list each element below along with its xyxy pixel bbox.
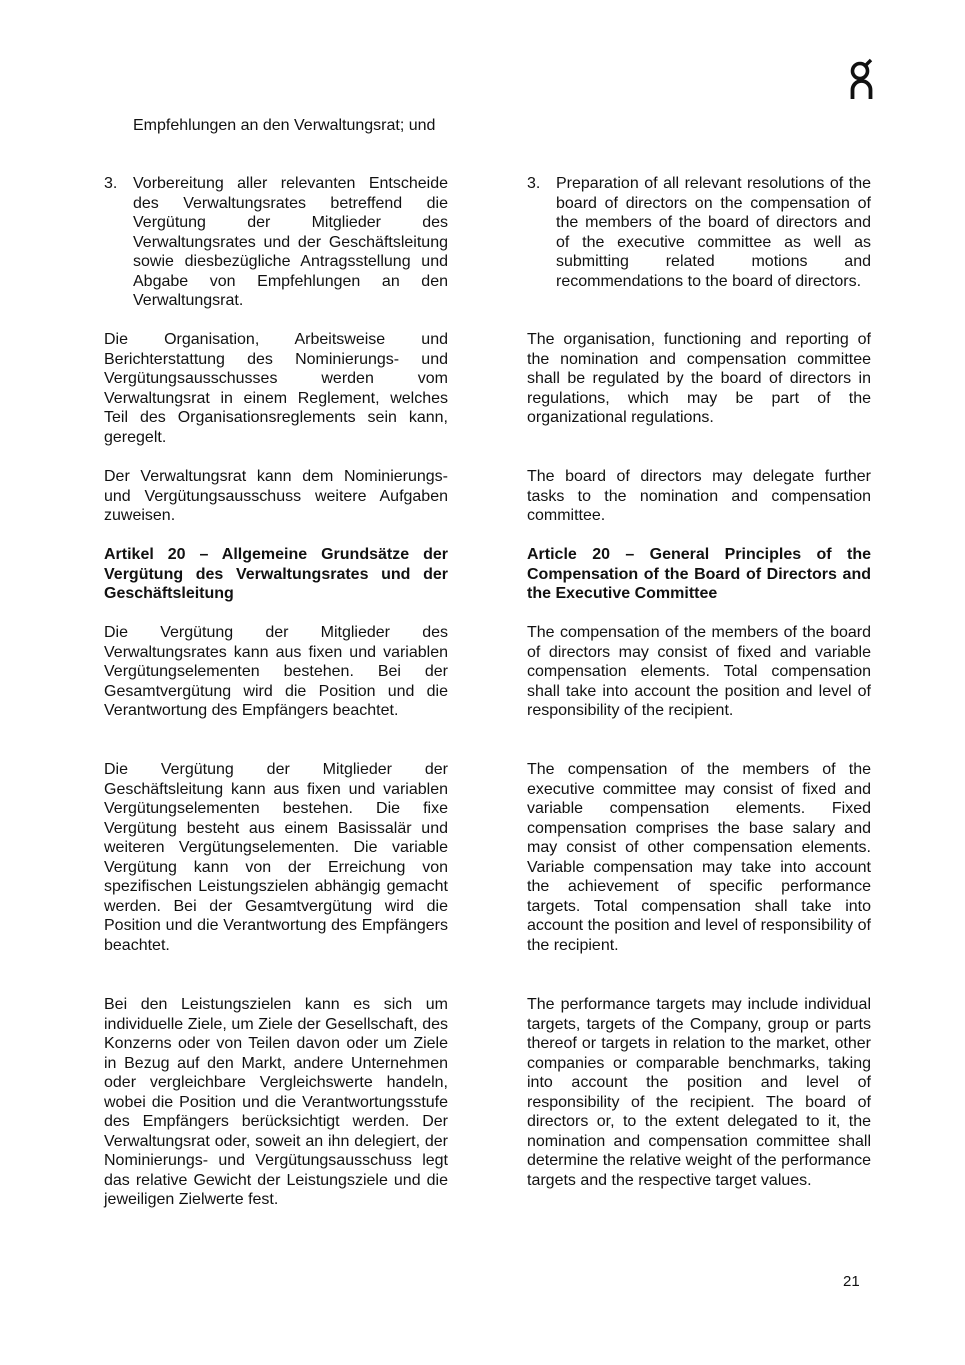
right-list-item-3 xyxy=(527,174,871,291)
right-para-delegate: The board of directors may delegate further tasks to the nomination and compensation committee. xyxy=(527,468,871,524)
left-continuation-text: Empfehlungen an den Verwaltungsrat; und xyxy=(133,117,436,134)
left-list-item-3 xyxy=(104,174,448,311)
right-para-executive-compensation: The compensation of the members of the executive committee may consist of fixed and variable compensation elements. Fixed compensation comprises the base salary and may consist of other compensation elements. Variable compensation may take into account the achievement of specific performance targets. Total compensation shall take into account the position and level of responsibility of the recipient. xyxy=(527,761,871,954)
list-item-text: Preparation of all relevant resolutions of the board of directors on the compensation of the members of the board of directors and of the executive committee as well as submitting related motions and recommendations to the board of directors. xyxy=(556,175,871,290)
right-article-heading: Article 20 – General Principles of the Compensation of the Board of Directors and the Executive Committee xyxy=(527,546,871,602)
list-number: 3. xyxy=(104,175,118,192)
left-article-heading: Artikel 20 – Allgemeine Grundsätze der Vergütung des Verwaltungsrates und der Geschäftsleitung xyxy=(104,546,448,602)
left-para-organisation: Die Organisation, Arbeitsweise und Berichterstattung des Nominierungs- und Vergütungsausschusses werden vom Verwaltungsrat in einem Reglement, welches Teil des Organisationsreglements sein kann, geregelt. xyxy=(104,331,448,446)
left-para-performance-targets: Bei den Leistungszielen kann es sich um individuelle Ziele, um Ziele der Gesellschaft, des Konzerns oder von Teilen davon oder um Ziele in Bezug auf den Markt, andere Unternehmen oder vergleichbare Vergleichswerte handeln, wobei die Position und die Verantwortungsstufe des Empfängers berücksichtigt werden. Der Verwaltungsrat oder, soweit an ihn delegiert, der Nominierungs- und Vergütungsausschuss legt das relative Gewicht der Leistungsziele und die jeweiligen Zielwerte fest. xyxy=(104,996,448,1208)
right-para-performance-targets: The performance targets may include individual targets, targets of the Company, group or parts thereof or targets in relation to the market, other companies or comparable benchmarks, taking into account the position and level of responsibility of the recipient. The board of directors or, to the extent delegated to it, the nomination and compensation committee shall determine the relative weight of the performance targets and the respective target values. xyxy=(527,996,871,1189)
left-para-board-compensation: Die Vergütung der Mitglieder des Verwaltungsrates kann aus fixen und variablen Vergütungselementen bestehen. Bei der Gesamtvergütung wird die Position und die Verantwortung des Empfängers beachtet. xyxy=(104,624,448,719)
right-para-board-compensation: The compensation of the members of the board of directors may consist of fixed and variable compensation elements. Total compensation shall take into account the position and level of responsibility of the recipient. xyxy=(527,624,871,719)
left-para-executive-compensation: Die Vergütung der Mitglieder der Geschäftsleitung kann aus fixen und variablen Vergütungselementen bestehen. Die fixe Vergütung besteht aus einem Basissalär und weiteren Vergütungselementen. Die variable Vergütung kann von der Erreichung von spezifischen Leistungszielen abhängig gemacht werden. Bei der Gesamtvergütung wird die Position und die Verantwortung des Empfängers beachtet. xyxy=(104,761,448,954)
list-number: 3. xyxy=(527,175,541,192)
list-item-text: Vorbereitung aller relevanten Entscheide des Verwaltungsrates betreffend die Vergütung der Mitglieder des Verwaltungsrates und der Geschäftsleitung sowie diesbezügliche Antragsstellung und Abgabe von Empfehlungen an den Verwaltungsrat. xyxy=(133,175,448,309)
on-logo-icon xyxy=(849,58,875,100)
left-para-delegate: Der Verwaltungsrat kann dem Nominierungs- und Vergütungsausschuss weitere Aufgaben zuweisen. xyxy=(104,468,448,524)
page-number: 21 xyxy=(843,1273,860,1290)
right-para-organisation: The organisation, functioning and reporting of the nomination and compensation committee shall be regulated by the board of directors in regulations, which may be part of the organizational regulations. xyxy=(527,331,871,426)
